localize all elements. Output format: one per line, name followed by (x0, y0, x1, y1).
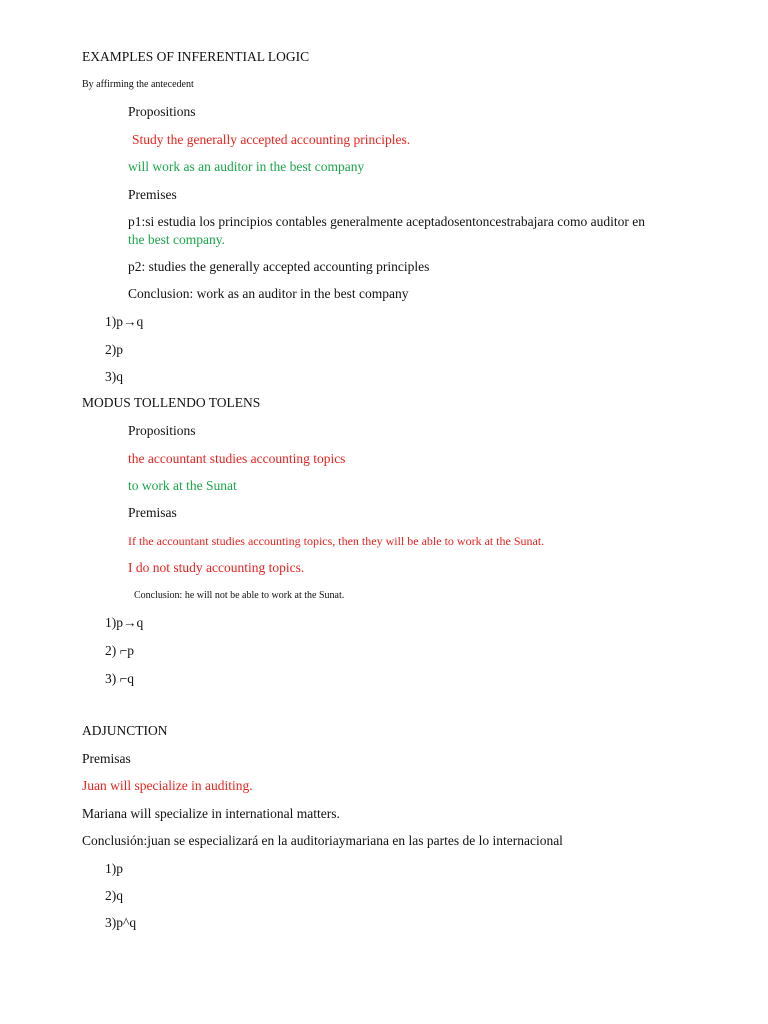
step-1: 1)p→q (105, 615, 144, 630)
conclusion: Conclusion: he will not be able to work at the Sunat. (134, 590, 345, 601)
proposition-q: will work as an auditor in the best company (128, 159, 365, 174)
proposition-q: to work at the Sunat (128, 478, 237, 493)
proposition-p: the accountant studies accounting topics (128, 451, 346, 466)
step-2: 2) ⌐p (105, 643, 134, 658)
section-subtitle: By affirming the antecedent (82, 79, 194, 90)
conclusion: Conclusion: work as an auditor in the best company (128, 286, 409, 301)
section-title-inferential-logic: EXAMPLES OF INFERENTIAL LOGIC (82, 49, 310, 64)
section-title-adjunction: ADJUNCTION (82, 723, 168, 738)
step-2: 2)q (105, 888, 123, 903)
premises-label: Premisas (128, 505, 177, 520)
section-title-modus-tollendo: MODUS TOLLENDO TOLENS (82, 395, 261, 410)
step-2: 2)p (105, 342, 123, 357)
premise-2: Mariana will specialize in international matters. (82, 806, 340, 821)
step-1: 1)p (105, 861, 123, 876)
proposition-p: Study the generally accepted accounting principles. (132, 132, 411, 147)
step-3: 3) ⌐q (105, 671, 134, 686)
premise-p1-line1: p1:si estudia los principios contables generalmente aceptadosentoncestrabajara como auditor en (128, 214, 645, 229)
premise-1: If the accountant studies accounting topics, then they will be able to work at the Sunat. (128, 534, 545, 548)
premise-2: I do not study accounting topics. (128, 560, 305, 575)
premises-label: Premisas (82, 751, 131, 766)
step-3: 3)p^q (105, 915, 137, 930)
step-1: 1)p→q (105, 314, 144, 329)
propositions-label: Propositions (128, 423, 196, 438)
propositions-label: Propositions (128, 104, 196, 119)
premise-p2: p2: studies the generally accepted accounting principles (128, 259, 430, 274)
premise-p1-line2: the best company. (128, 232, 225, 247)
conclusion: Conclusión:juan se especializará en la auditoriaymariana en las partes de lo internacional (82, 833, 563, 848)
step-3: 3)q (105, 369, 123, 384)
premise-1: Juan will specialize in auditing. (82, 778, 253, 793)
premises-label: Premises (128, 187, 177, 202)
